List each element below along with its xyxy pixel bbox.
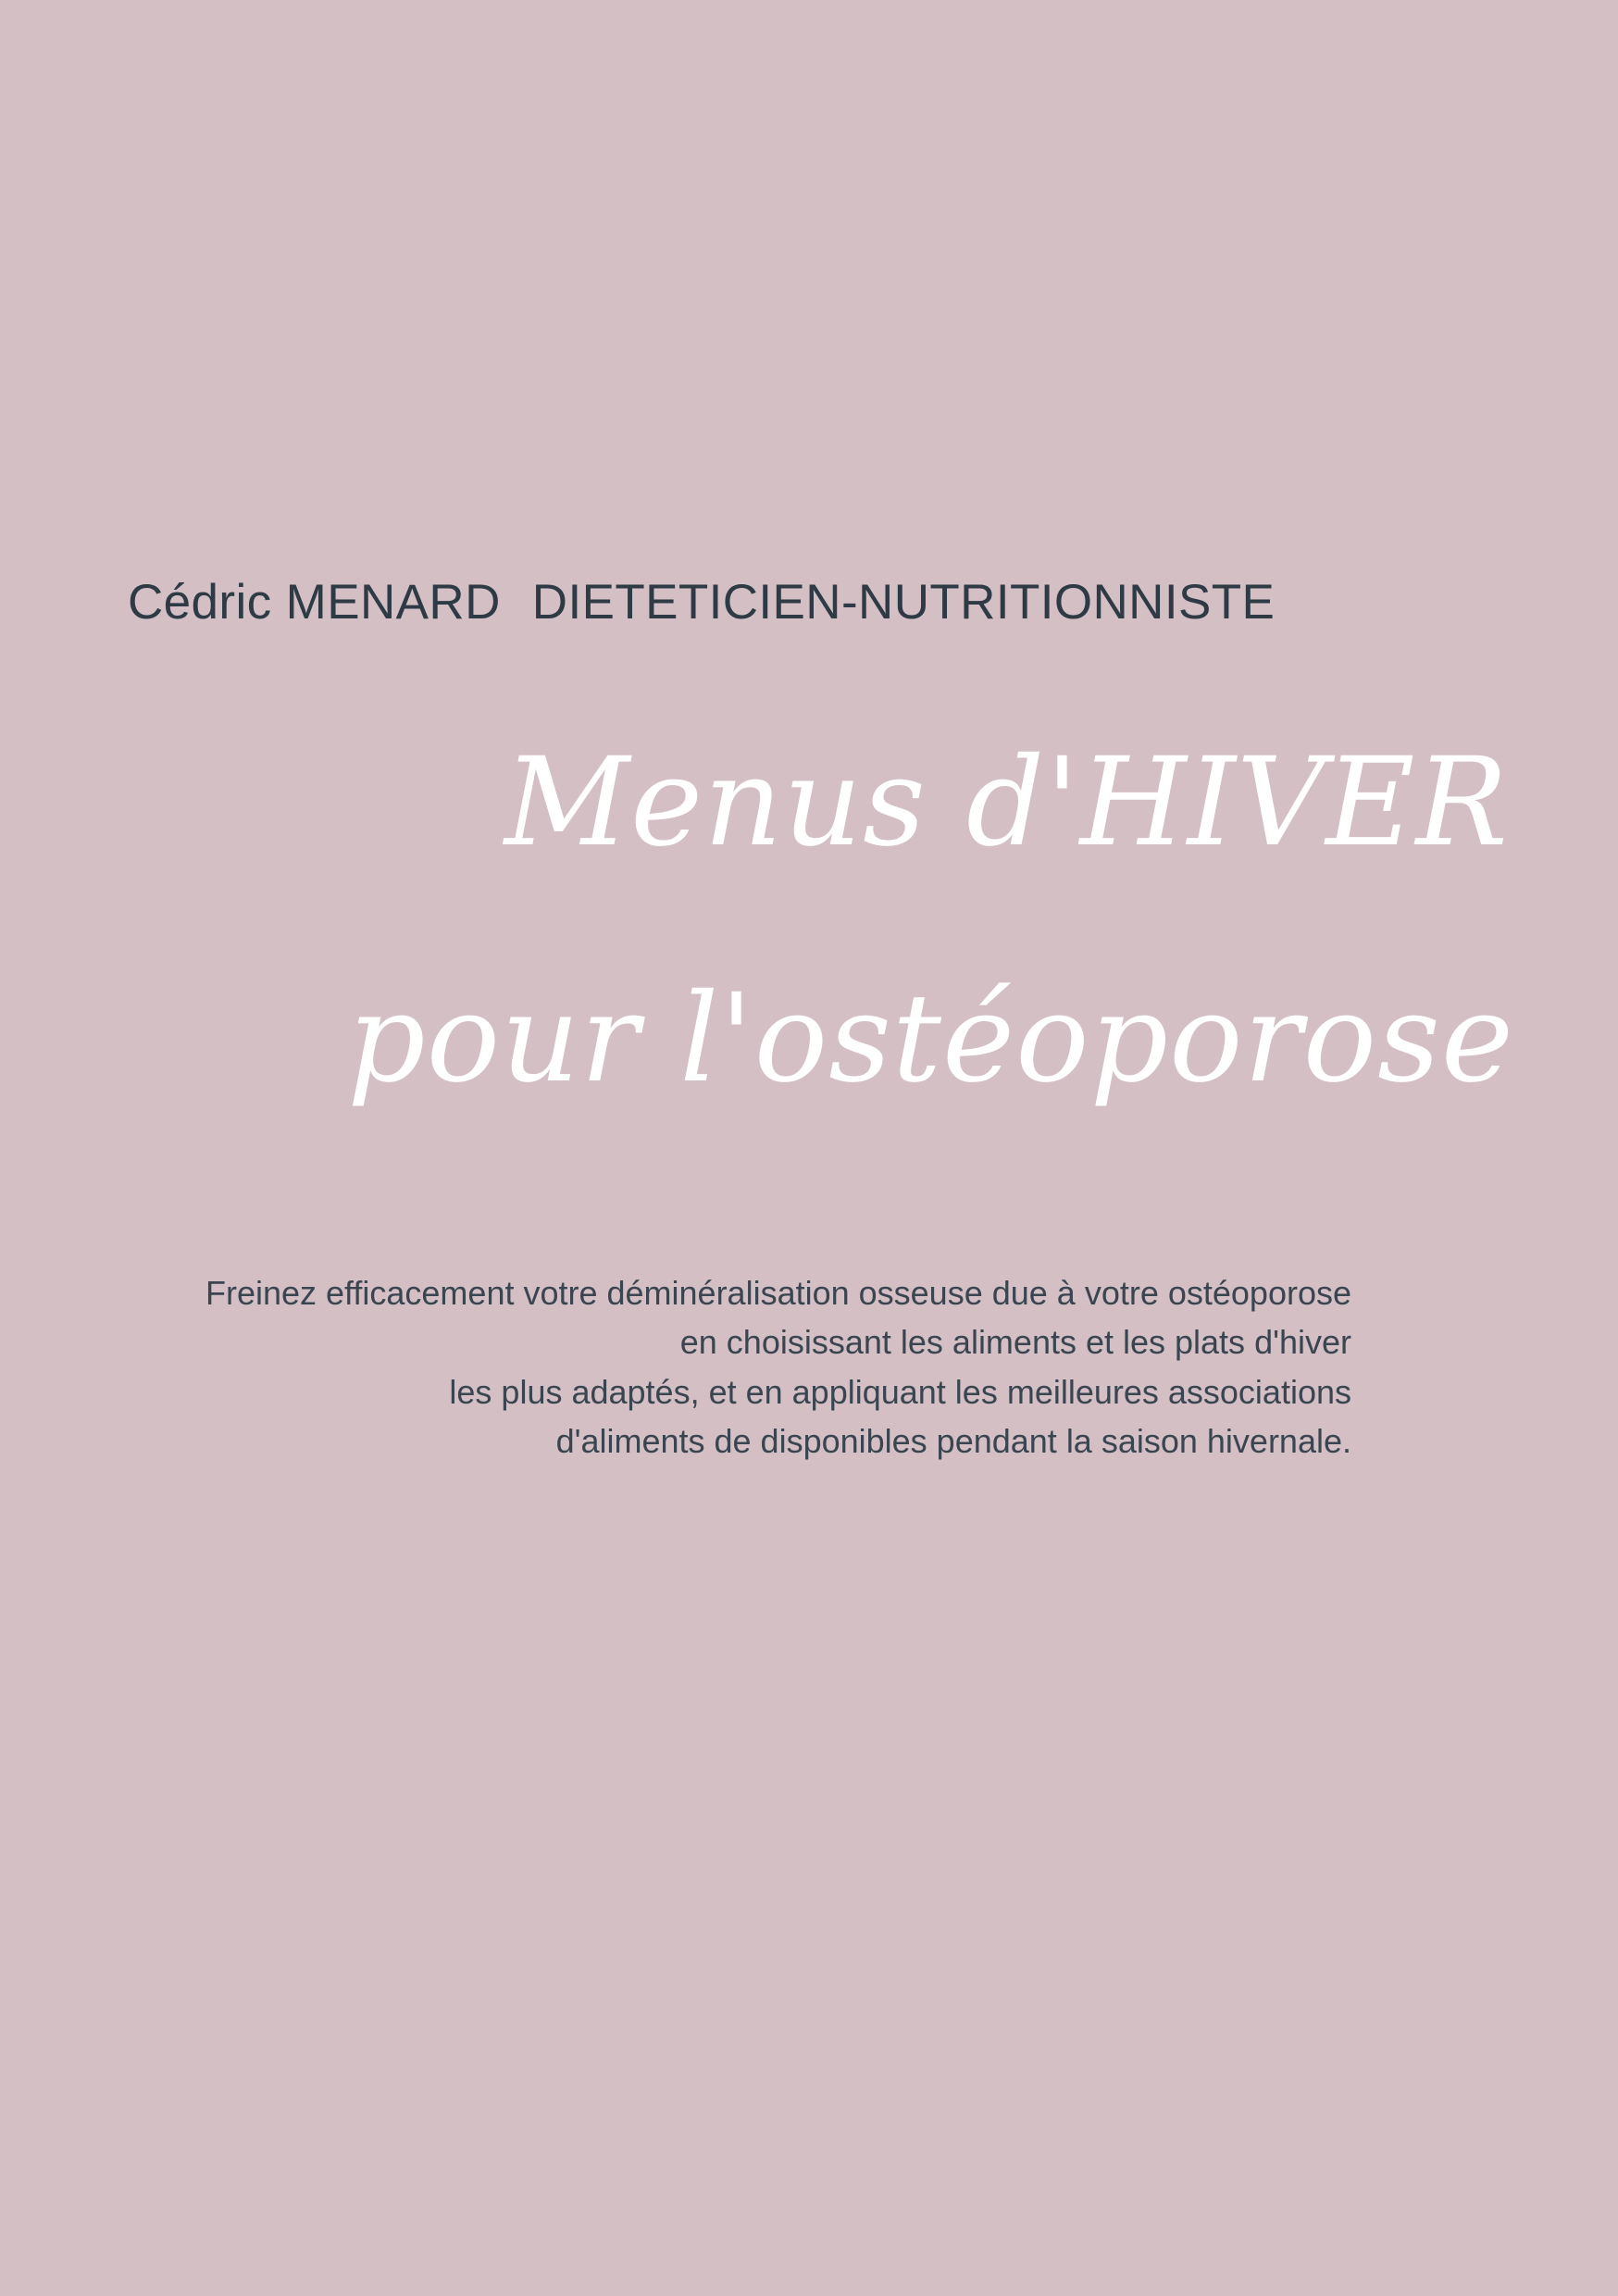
subtitle-paragraph (148, 1268, 1351, 1466)
author-credit-line (128, 574, 1498, 630)
book-title (111, 731, 1518, 1110)
subtitle-line-4: d'aliments de disponibles pendant la saison hivernale. (555, 1421, 1351, 1460)
author-profession: DIETETICIEN-NUTRITIONNISTE (531, 575, 1276, 630)
subtitle-line-3: les plus adaptés, et en appliquant les meilleures associations (449, 1372, 1351, 1411)
title-line-2: pour l'ostéoporose (347, 967, 1514, 1110)
subtitle-line-1: Freinez efficacement votre déminéralisation osseuse due à votre ostéoporose (205, 1274, 1351, 1312)
author-name: Cédric MENARD (128, 575, 501, 630)
title-line-1: Menus d'HIVER (504, 731, 1509, 874)
subtitle-line-2: en choisissant les aliments et les plats d'hiver (679, 1323, 1351, 1362)
